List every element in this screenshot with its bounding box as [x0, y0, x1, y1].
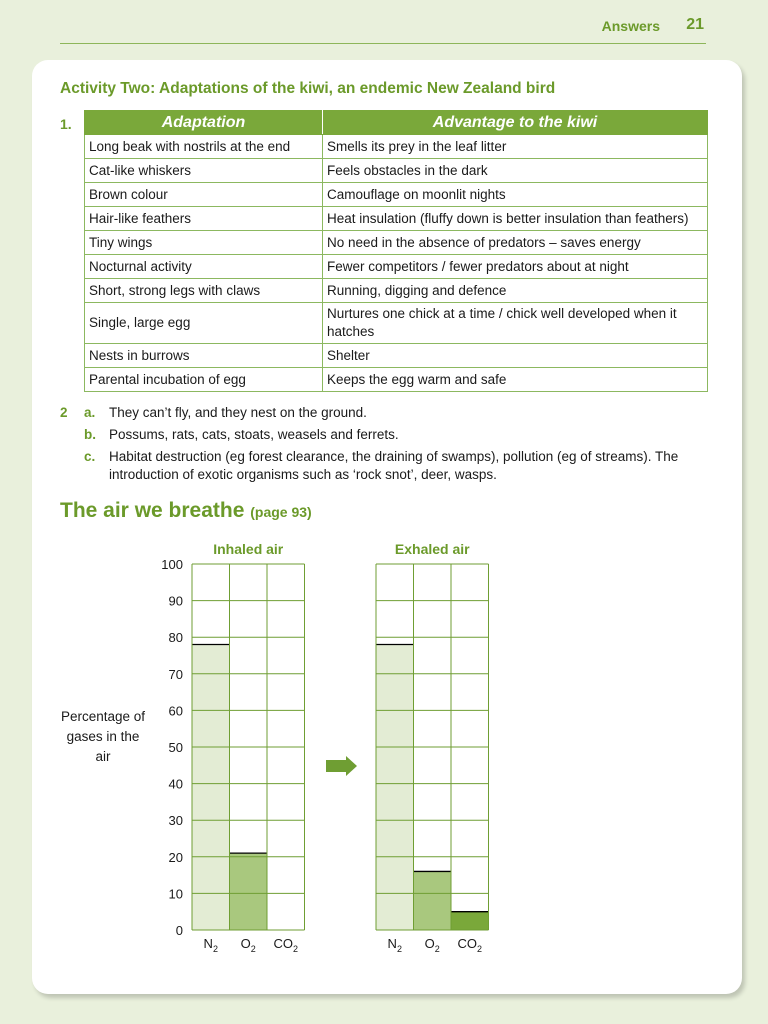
y-tick-label: 80: [168, 630, 183, 646]
header-divider: [60, 43, 706, 44]
table-row: [85, 159, 708, 183]
adaptation-cell: Tiny wings: [85, 231, 323, 255]
y-tick-label: 10: [168, 886, 183, 902]
table-row: [85, 231, 708, 255]
advantage-cell: No need in the absence of predators – saves energy: [323, 231, 708, 255]
y-axis-label: Percentage of: [60, 709, 146, 724]
gas-percentage-chart: [0, 530, 768, 970]
question-1-label: 1.: [60, 116, 72, 132]
adaptation-cell: Brown colour: [85, 183, 323, 207]
page-header: [60, 16, 706, 42]
advantage-cell: Smells its prey in the leaf litter: [323, 135, 708, 159]
answer-letter: c.: [84, 449, 96, 464]
y-axis-label: air: [95, 749, 111, 764]
table-row: [85, 183, 708, 207]
bar: [192, 645, 230, 930]
advantage-cell: Running, digging and defence: [323, 279, 708, 303]
category-label: $O_2$: [240, 936, 256, 954]
table-header-advantage: Advantage to the kiwi: [323, 111, 708, 135]
advantage-cell: Fewer competitors / fewer predators about at night: [323, 255, 708, 279]
table-row: [85, 279, 708, 303]
y-tick-label: 20: [168, 849, 183, 865]
answer-text: Habitat destruction (eg forest clearance, the draining of swamps), pollution (eg of streams). The introduction of exotic organisms such as ‘rock snot’, deer, wasps.: [109, 449, 679, 482]
y-tick-label: 100: [161, 557, 183, 572]
table-row: [85, 207, 708, 231]
table-row: [85, 344, 708, 368]
advantage-cell: Shelter: [323, 344, 708, 368]
adaptation-cell: Cat-like whiskers: [85, 159, 323, 183]
advantage-cell: Keeps the egg warm and safe: [323, 368, 708, 392]
section-title: [60, 499, 312, 523]
adaptation-cell: Single, large egg: [85, 303, 323, 344]
y-tick-label: 90: [168, 593, 183, 609]
answer-text: They can’t fly, and they nest on the ground.: [109, 405, 367, 420]
y-tick-label: 40: [168, 776, 183, 792]
arrow-icon: [326, 756, 357, 776]
advantage-cell: Feels obstacles in the dark: [323, 159, 708, 183]
table-row: [85, 303, 708, 344]
table-header-adaptation: Adaptation: [85, 111, 323, 135]
adaptation-table: [84, 110, 708, 392]
category-label: $N_2$: [203, 936, 218, 954]
adaptation-cell: Parental incubation of egg: [85, 368, 323, 392]
page-number: 21: [686, 16, 704, 33]
adaptation-cell: Nocturnal activity: [85, 255, 323, 279]
adaptation-cell: Long beak with nostrils at the end: [85, 135, 323, 159]
bar: [414, 871, 452, 930]
activity-title: Activity Two: Adaptations of the kiwi, an endemic New Zealand bird: [60, 80, 556, 97]
table-row: [85, 368, 708, 392]
bar: [230, 853, 268, 930]
advantage-cell: Camouflage on moonlit nights: [323, 183, 708, 207]
y-tick-label: 60: [168, 703, 183, 719]
category-label: $O_2$: [424, 936, 440, 954]
y-tick-label: 0: [175, 923, 183, 938]
answer-letter: b.: [84, 427, 96, 442]
table-row: [85, 135, 708, 159]
y-tick-label: 50: [168, 740, 183, 755]
header-section: Answers: [601, 18, 660, 34]
section-title-text: The air we breathe: [60, 499, 245, 522]
y-axis-label: gases in the: [66, 729, 140, 744]
table-row: [85, 255, 708, 279]
category-label: $CO_2$: [273, 936, 299, 954]
adaptation-cell: Nests in burrows: [85, 344, 323, 368]
advantage-cell: Heat insulation (fluffy down is better insulation than feathers): [323, 207, 708, 231]
bar: [451, 912, 489, 930]
advantage-cell: Nurtures one chick at a time / chick well developed when it hatches: [323, 303, 708, 344]
answer-text: Possums, rats, cats, stoats, weasels and ferrets.: [109, 427, 399, 442]
adaptation-cell: Hair-like feathers: [85, 207, 323, 231]
page-reference: (page 93): [250, 504, 312, 520]
panel-title: Inhaled air: [213, 541, 284, 557]
bar: [376, 645, 414, 930]
adaptation-cell: Short, strong legs with claws: [85, 279, 323, 303]
panel-title: Exhaled air: [394, 541, 470, 557]
answer-letter: a.: [84, 405, 96, 420]
question-2-number: 2: [60, 405, 68, 420]
y-tick-label: 70: [168, 666, 183, 682]
category-label: $CO_2$: [457, 936, 483, 954]
category-label: $N_2$: [387, 936, 402, 954]
y-tick-label: 30: [168, 813, 183, 829]
